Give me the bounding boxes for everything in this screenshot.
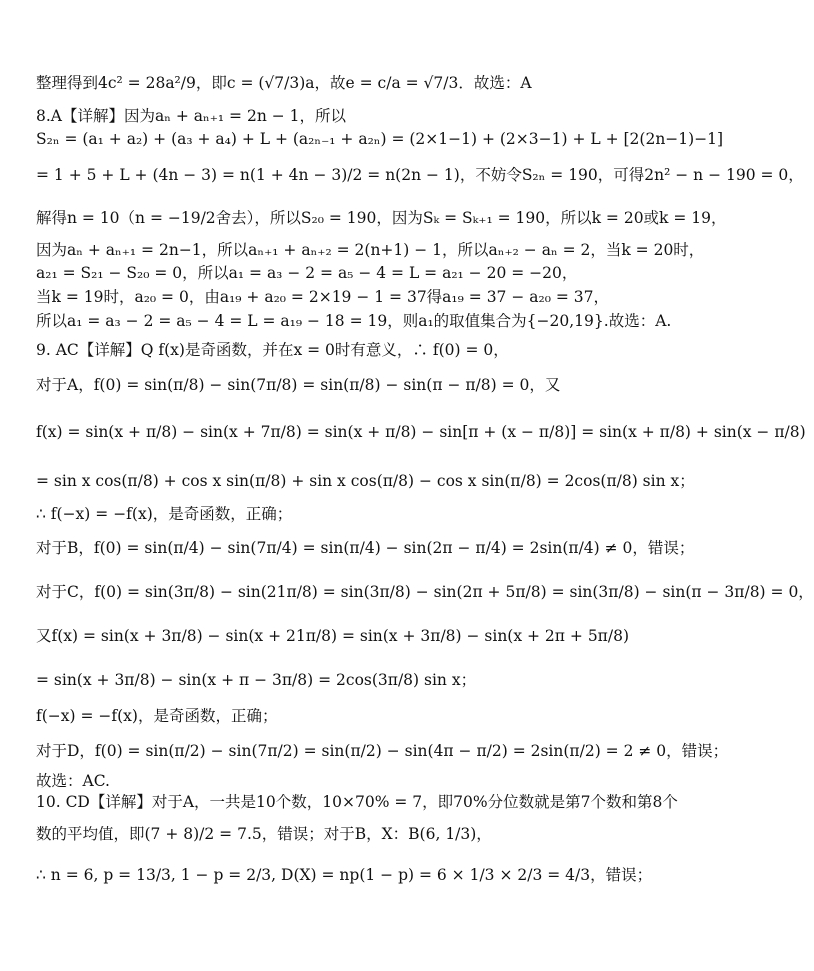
text-line: 当k = 19时，a₂₀ = 0，由a₁₉ + a₂₀ = 2×19 − 1 = 37得a₁₉ = 37 − a₂₀ = 37， (36, 288, 609, 306)
text-line: 9. AC【详解】Q f(x)是奇函数，并在x = 0时有意义，∴ f(0) = 0， (36, 341, 509, 359)
text-line: 数的平均值，即(7 + 8)/2 = 7.5，错误；对于B，X：B(6, 1/3)， (36, 825, 492, 843)
text-line: = 1 + 5 + L + (4n − 3) = n(1 + 4n − 3)/2 = n(2n − 1)，不妨令S₂ₙ = 190，可得2n² − n − 190 = 0， (36, 166, 804, 184)
text-line: a₂₁ = S₂₁ − S₂₀ = 0，所以a₁ = a₃ − 2 = a₅ − 4 = L = a₂₁ − 20 = −20， (36, 264, 578, 282)
text-line: 对于B，f(0) = sin(π/4) − sin(7π/4) = sin(π/4) − sin(2π − π/4) = 2sin(π/4) ≠ 0，错误； (36, 539, 695, 557)
text-line: S₂ₙ = (a₁ + a₂) + (a₃ + a₄) + L + (a₂ₙ₋₁ + a₂ₙ) = (2×1−1) + (2×3−1) + L + [2(2n−1)−1] (36, 130, 724, 148)
text-line: 故选：AC. (36, 772, 110, 790)
text-line: 10. CD【详解】对于A，一共是10个数，10×70% = 7，即70%分位数就是第7个数和第8个 (36, 793, 678, 811)
text-line: 所以a₁ = a₃ − 2 = a₅ − 4 = L = a₁₉ − 18 = 19，则a₁的取值集合为{−20,19}.故选：A. (36, 312, 672, 330)
text-line: 整理得到4c² = 28a²/9，即c = (√7/3)a，故e = c/a = √7/3．故选：A (36, 74, 532, 92)
text-line: ∴ f(−x) = −f(x)，是奇函数，正确； (36, 505, 293, 523)
text-line: f(−x) = −f(x)，是奇函数，正确； (36, 707, 278, 725)
text-line: ∴ n = 6, p = 13/3, 1 − p = 2/3, D(X) = np(1 − p) = 6 × 1/3 × 2/3 = 4/3，错误； (36, 866, 653, 884)
text-line: 因为aₙ + aₙ₊₁ = 2n−1，所以aₙ₊₁ + aₙ₊₂ = 2(n+1) − 1，所以aₙ₊₂ − aₙ = 2，当k = 20时， (36, 241, 705, 259)
text-line: 8.A【详解】因为aₙ + aₙ₊₁ = 2n − 1，所以 (36, 107, 347, 125)
text-line: 对于D，f(0) = sin(π/2) − sin(7π/2) = sin(π/2) − sin(4π − π/2) = 2sin(π/2) = 2 ≠ 0，错误； (36, 742, 729, 760)
text-line: = sin x cos(π/8) + cos x sin(π/8) + sin x cos(π/8) − cos x sin(π/8) = 2cos(π/8) sin x； (36, 472, 695, 490)
text-line: 对于A，f(0) = sin(π/8) − sin(7π/8) = sin(π/8) − sin(π − π/8) = 0，又 (36, 376, 561, 394)
text-line: 解得n = 10（n = −19/2舍去），所以S₂₀ = 190，因为Sₖ = Sₖ₊₁ = 190，所以k = 20或k = 19， (36, 209, 727, 227)
text-line: 又f(x) = sin(x + 3π/8) − sin(x + 21π/8) = sin(x + 3π/8) − sin(x + 2π + 5π/8) (36, 627, 630, 645)
text-line: f(x) = sin(x + π/8) − sin(x + 7π/8) = sin(x + π/8) − sin[π + (x − π/8)] = sin(x + π/8) + sin(x − π/8) (36, 423, 806, 441)
text-line: = sin(x + 3π/8) − sin(x + π − 3π/8) = 2cos(3π/8) sin x； (36, 671, 477, 689)
text-line: 对于C，f(0) = sin(3π/8) − sin(21π/8) = sin(3π/8) − sin(2π + 5π/8) = sin(3π/8) − sin(π − 3π/8) = 0， (36, 583, 814, 601)
